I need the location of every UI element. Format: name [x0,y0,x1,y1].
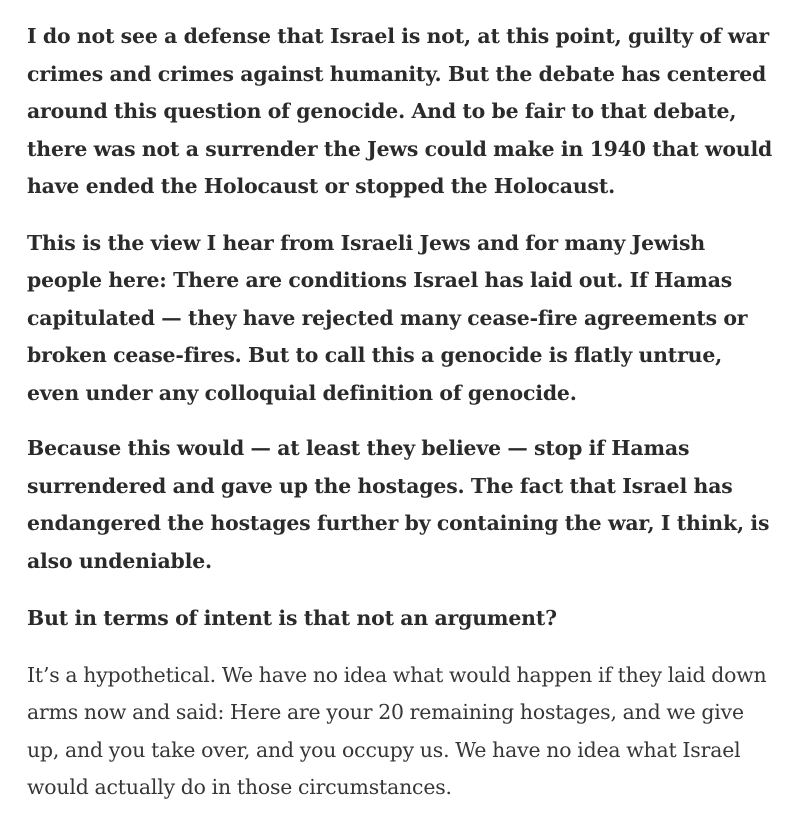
interviewer-paragraph: This is the view I hear from Israeli Jews and for many Jewish people here: There are conditions Israel has laid out. If Hamas capitulated — they have rejected many cease-fire agreements or broken cease-fires. But to call this a genocide is flatly untrue, even under any colloquial definition of genocide. [27,230,748,405]
interviewer-paragraph: Because this would — at least they believe — stop if Hamas surrendered and gave up the hostages. The fact that Israel has endangered the hostages further by containing the war, I think, is also undeniable. [27,436,770,573]
interviewer-paragraph: I do not see a defense that Israel is not, at this point, guilty of war crimes and crimes against humanity. But the debate has centered around this question of genocide. And to be fair to that debate, there was not a surrender the Jews could make in 1940 that would have ended the Holocaust or stopped the Holocaust. [27,24,773,198]
article-body [27,18,777,807]
interviewee-answer: It’s a hypothetical. We have no idea what would happen if they laid down arms now and said: Here are your 20 remaining hostages, and we give up, and you take over, and you occupy us. We have no idea what Israel would actually do in those circumstances. [27,662,767,799]
interviewer-question: But in terms of intent is that not an argument? [27,606,557,630]
